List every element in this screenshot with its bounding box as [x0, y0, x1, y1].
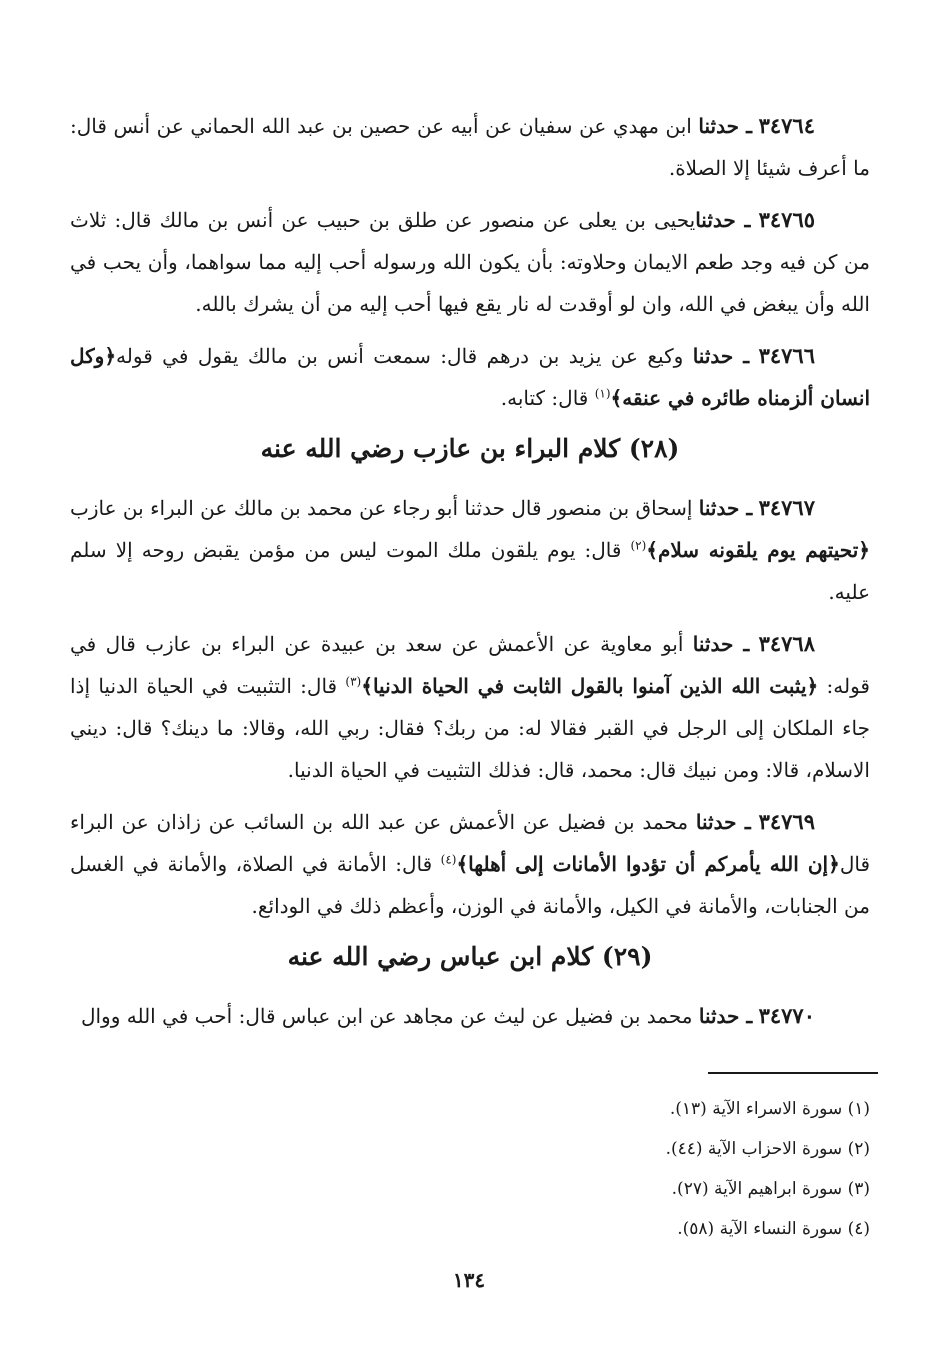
hadith-lead: ـ حدثنا [692, 344, 750, 368]
hadith-lead: ـ حدثنا [695, 208, 751, 232]
hadith-text: أبو معاوية عن الأعمش عن سعد بن عبيدة عن البراء بن عازب قال في قوله: [70, 632, 870, 698]
hadith-number: ٣٤٧٦٧ [758, 495, 815, 520]
hadith-paragraph [70, 487, 870, 613]
quran-verse: ﴿تحيتهم يوم يلقونه سلام﴾ [646, 538, 871, 562]
hadith-text: قال: الأمانة في الصلاة، والأمانة في الغسل من الجنابات، والأمانة في الكيل، والأمانة في الوزن، وأعظم ذلك في الودائع. [70, 852, 870, 918]
hadith-group-ibn-abbas [70, 995, 870, 1037]
footnote-item: (٢) سورة الاحزاب الآية (٤٤). [665, 1139, 870, 1159]
hadith-text: قال: كتابه. [500, 386, 595, 410]
page-number: ١٣٤ [452, 1268, 486, 1292]
footnote-ref: (٤) [440, 852, 457, 867]
hadith-lead: ـ حدثنا [698, 496, 753, 520]
section-heading-29: (٢٩) كلام ابن عباس رضي الله عنه [287, 942, 653, 971]
hadith-paragraph [70, 801, 870, 927]
hadith-text: ابن مهدي عن سفيان عن أبيه عن حصين بن عبد الله الحماني عن أنس قال: ما أعرف شيئا إلا الصلاة. [70, 114, 870, 180]
footnote-item: (٤) سورة النساء الآية (٥٨). [677, 1219, 870, 1239]
hadith-number: ٣٤٧٦٤ [758, 113, 815, 138]
quran-verse: ﴿يثبت الله الذين آمنوا بالقول الثابت في الحياة الدنيا﴾ [361, 674, 819, 698]
hadith-group-bara [70, 487, 870, 927]
footnote-item: (١) سورة الاسراء الآية (١٣). [669, 1099, 870, 1119]
hadith-text: محمد بن فضيل عن ليث عن مجاهد عن ابن عباس قال: أحب في الله ووال [80, 1004, 699, 1028]
hadith-number: ٣٤٧٦٦ [758, 343, 815, 368]
quran-verse: ﴿وكل انسان ألزمناه طائره في عنقه﴾ [70, 344, 870, 410]
footnote-item: (٣) سورة ابراهيم الآية (٢٧). [671, 1179, 870, 1199]
page-body [70, 105, 870, 1047]
hadith-group-anas [70, 105, 870, 419]
hadith-number: ٣٤٧٦٩ [758, 809, 815, 834]
hadith-text: محمد بن فضيل عن الأعمش عن عبد الله بن السائب عن زاذان عن البراء قال [70, 810, 870, 876]
hadith-text: إسحاق بن منصور قال حدثنا أبو رجاء عن محمد بن مالك عن البراء بن عازب [70, 496, 699, 520]
footnote-ref: (١) [594, 386, 611, 401]
quran-verse: ﴿إن الله يأمركم أن تؤدوا الأمانات إلى أهلها﴾ [456, 852, 840, 876]
hadith-paragraph [70, 335, 870, 419]
footnote-ref: (٣) [345, 674, 362, 689]
hadith-paragraph [70, 995, 870, 1037]
hadith-lead: ـ حدثنا [698, 1004, 753, 1028]
hadith-number: ٣٤٧٧٠ [758, 1003, 815, 1028]
hadith-text: قال: التثبيت في الحياة الدنيا إذا جاء الملكان إلى الرجل في القبر فقالا له: من ربك؟ فقال: ربي الله، وقالا: ما دينك؟ قال: ديني الاسلام، قالا: ومن نبيك قال: محمد، قال: فذلك التثبيت في الحياة الدنيا. [70, 674, 870, 782]
hadith-lead: ـ حدثنا [692, 632, 750, 656]
hadith-paragraph [70, 199, 870, 325]
hadith-lead: ـ حدثنا [695, 810, 751, 834]
section-heading-28: (٢٨) كلام البراء بن عازب رضي الله عنه [260, 434, 680, 463]
footnote-ref: (٢) [630, 538, 647, 553]
hadith-paragraph [70, 623, 870, 791]
hadith-lead: ـ حدثنا [698, 114, 753, 138]
hadith-paragraph [70, 105, 870, 189]
footnotes [370, 1098, 870, 1258]
footnote-separator [708, 1072, 878, 1074]
hadith-text: وكيع عن يزيد بن درهم قال: سمعت أنس بن مالك يقول في قوله [116, 344, 693, 368]
hadith-text: يحيى بن يعلى عن منصور عن طلق بن حبيب عن أنس بن مالك قال: ثلاث من كن فيه وجد طعم الايمان وحلاوته: بأن يكون الله ورسوله أحب إليه مما سواهما، وأن يحب في الله وأن يبغض في الله، وان لو أوقدت له نار يقع فيها أحب إليه من أن يشرك بالله. [70, 208, 870, 316]
hadith-number: ٣٤٧٦٥ [758, 207, 816, 232]
hadith-text: قال: يوم يلقون ملك الموت ليس من مؤمن يقبض روحه إلا سلم عليه. [70, 538, 870, 604]
hadith-number: ٣٤٧٦٨ [758, 631, 815, 656]
